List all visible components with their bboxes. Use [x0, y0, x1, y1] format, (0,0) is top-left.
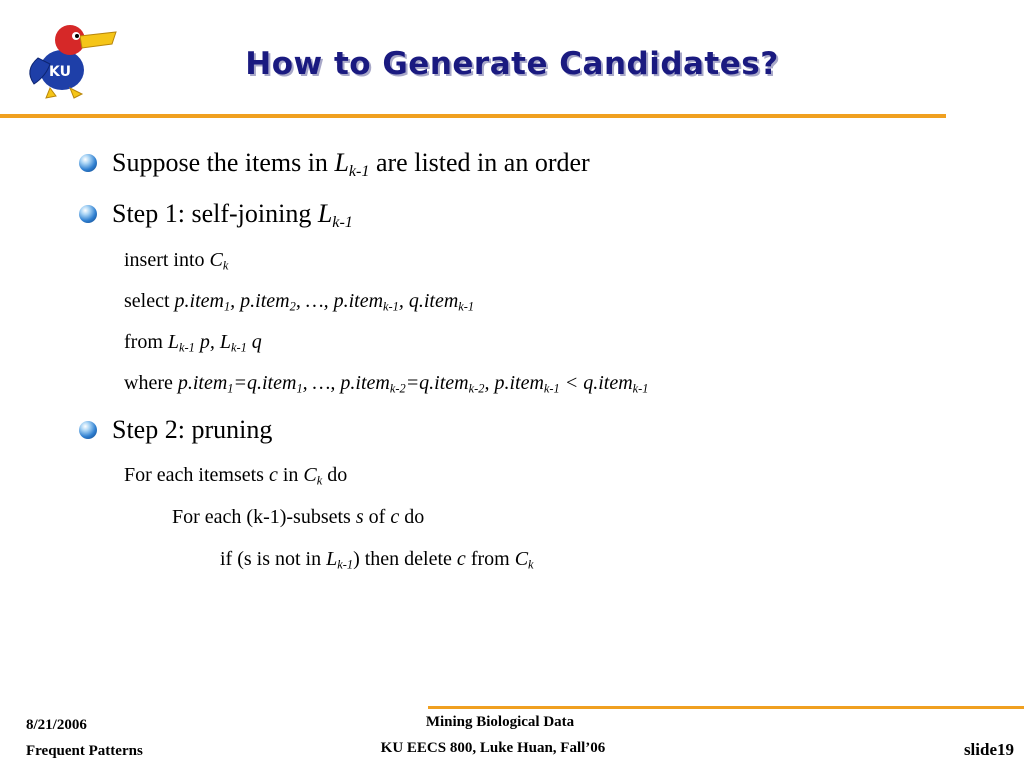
bullet-text: Suppose the items in: [112, 148, 335, 177]
subscript: 2: [289, 299, 296, 314]
bullet-text: are listed in an order: [369, 148, 590, 177]
bullet-item: [112, 148, 590, 178]
code-text: insert into: [124, 249, 210, 271]
bullet-item: [112, 415, 272, 445]
subscript: k-1: [383, 299, 399, 314]
sphere-bullet-icon: [79, 421, 97, 439]
math-text: =q.item: [233, 372, 297, 394]
subscript: 1: [296, 381, 303, 396]
code-text: in: [277, 464, 304, 486]
title-divider: [0, 114, 946, 118]
math-text: p, L: [194, 331, 231, 353]
footer-date: 8/21/2006: [26, 717, 87, 733]
bullet-text: Step 1: self-joining: [112, 199, 318, 228]
math-text: , p.item: [484, 372, 544, 394]
subscript: k-1: [458, 299, 475, 314]
subscript: k-1: [348, 162, 370, 180]
bullet-text: Step 2: pruning: [112, 415, 273, 444]
code-text: ) then delete: [353, 548, 457, 570]
code-text: from: [465, 548, 515, 570]
code-line-where: [124, 372, 648, 395]
subscript: k: [316, 473, 323, 488]
subscript: k-2: [468, 381, 485, 396]
code-text: do: [399, 506, 425, 528]
code-text: For each itemsets: [124, 464, 269, 486]
subscript: k-1: [230, 340, 247, 355]
svg-text:KU: KU: [49, 64, 71, 80]
math-text: p.item: [174, 290, 224, 312]
math-symbol: c: [390, 506, 400, 528]
math-text: < q.item: [559, 372, 633, 394]
math-text: , p.item: [230, 290, 290, 312]
math-text: p.item: [177, 372, 228, 394]
subscript: k-2: [389, 381, 406, 396]
math-text: q: [246, 331, 262, 353]
math-symbol: C: [209, 249, 223, 271]
footer-course-info: KU EECS 800, Luke Huan, Fall’06: [380, 740, 606, 756]
subscript: 1: [227, 381, 234, 396]
code-line-foreach-itemsets: [124, 464, 347, 487]
subscript: k-1: [332, 213, 353, 231]
math-symbol: C: [514, 548, 529, 570]
sphere-bullet-icon: [79, 154, 97, 172]
footer-divider: [428, 706, 1024, 709]
math-text: =q.item: [405, 372, 469, 394]
code-text: if (s is not in: [220, 548, 327, 570]
code-text: select: [124, 290, 175, 312]
code-text: For each (k-1)-subsets: [172, 506, 356, 528]
subscript: k-1: [179, 340, 195, 355]
subscript: k: [222, 258, 229, 273]
code-text: from: [124, 331, 168, 353]
bullet-item: [112, 199, 353, 229]
math-text: , q.item: [398, 290, 459, 312]
code-line-if: [220, 548, 534, 571]
math-symbol: C: [303, 464, 317, 486]
math-text: L: [167, 331, 180, 353]
math-symbol: L: [326, 548, 338, 570]
footer-topic: Frequent Patterns: [26, 743, 143, 759]
subscript: 1: [223, 299, 231, 314]
math-symbol: c: [268, 464, 278, 486]
subscript: k-1: [632, 381, 649, 396]
code-text: of: [363, 506, 391, 528]
code-text: where: [124, 372, 178, 394]
code-line-from: [124, 331, 262, 354]
math-symbol: s: [355, 506, 364, 528]
math-symbol: c: [456, 548, 466, 570]
sphere-bullet-icon: [79, 205, 97, 223]
subscript: k: [528, 557, 534, 572]
math-symbol: L: [334, 148, 349, 177]
code-line-foreach-subsets: [172, 506, 424, 529]
code-line-select: [124, 290, 474, 313]
math-symbol: L: [317, 199, 333, 228]
code-line-insert: [124, 249, 228, 272]
math-text: , …, p.item: [295, 290, 384, 312]
subscript: k-1: [337, 557, 354, 572]
math-text: , …, p.item: [302, 372, 390, 394]
slide-number: slide19: [963, 740, 1014, 759]
slide-title: How to Generate Candidates?: [245, 46, 779, 82]
footer-course-title: Mining Biological Data: [425, 714, 575, 730]
code-text: do: [322, 464, 348, 486]
subscript: k-1: [543, 381, 560, 396]
